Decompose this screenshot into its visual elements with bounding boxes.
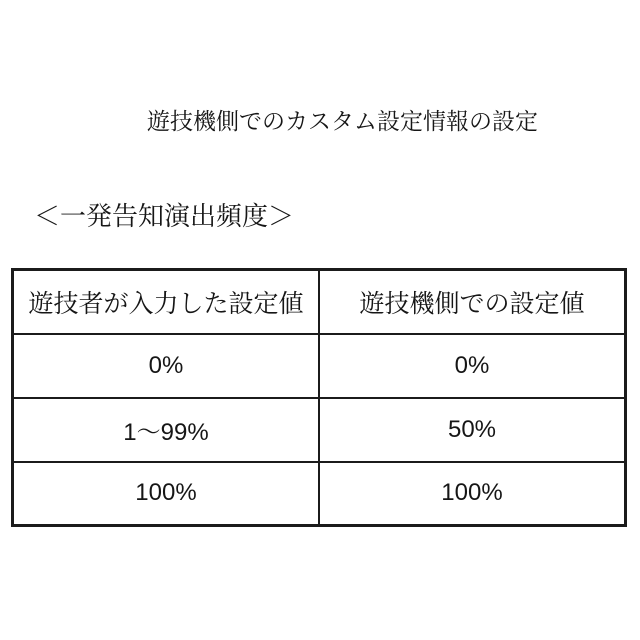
custom-setting-table: [11, 268, 627, 527]
table-cell-player-input: 1～99%: [13, 398, 320, 462]
table-row: [13, 334, 626, 398]
page-title: 遊技機側でのカスタム設定情報の設定: [147, 108, 538, 134]
table-cell-machine-side: 50%: [319, 398, 626, 462]
column-header-machine-side-value: 遊技機側での設定値: [319, 270, 626, 334]
column-header-player-input-value: 遊技者が入力した設定値: [13, 270, 320, 334]
table-cell-player-input: 100%: [13, 462, 320, 526]
table-row: [13, 462, 626, 526]
table-header-row: [13, 270, 626, 334]
section-heading: ＜一発告知演出頻度＞: [34, 201, 295, 231]
table-cell-machine-side: 0%: [319, 334, 626, 398]
table-cell-player-input: 0%: [13, 334, 320, 398]
table-row: [13, 398, 626, 462]
table-cell-machine-side: 100%: [319, 462, 626, 526]
